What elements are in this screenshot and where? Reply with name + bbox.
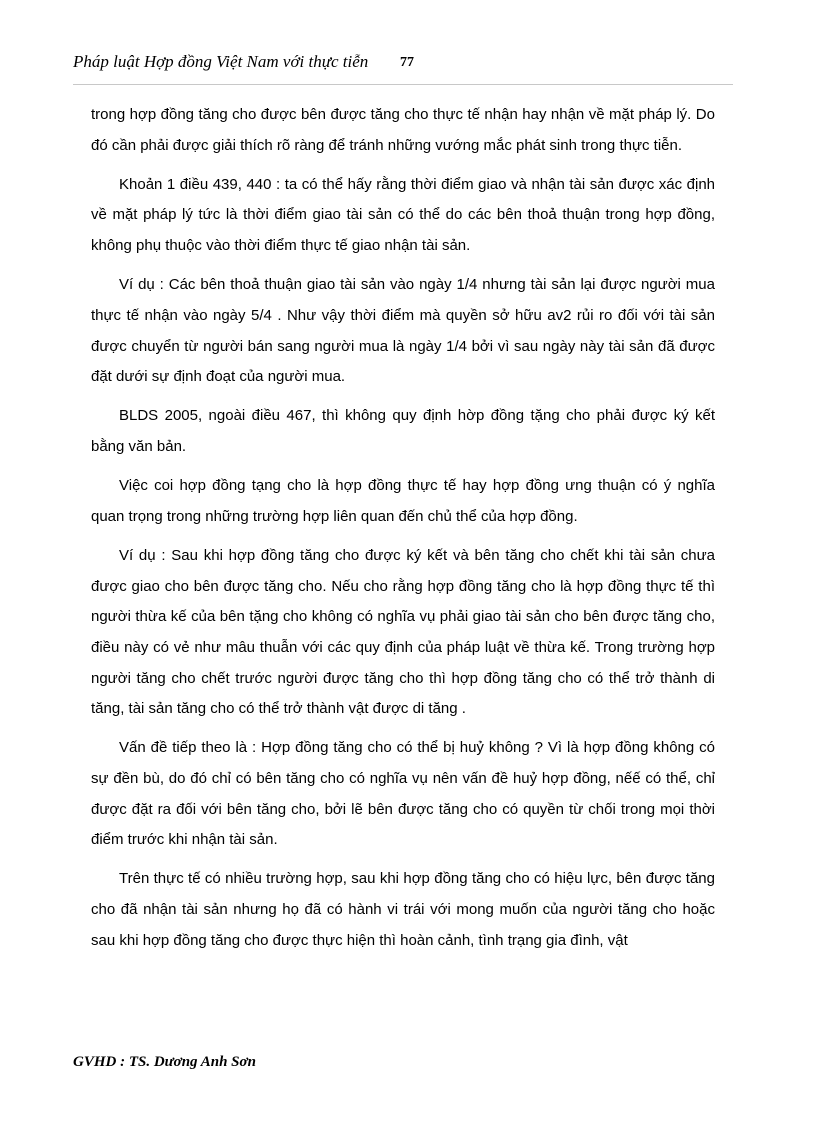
header-title: Pháp luật Hợp đồng Việt Nam với thực tiễn: [73, 52, 369, 71]
page-footer: GVHD : TS. Dương Anh Sơn: [73, 1054, 256, 1070]
paragraph-continuation: trong hợp đồng tăng cho được bên được tăng cho thực tế nhận hay nhận về mặt pháp lý. Do đó cần phải được giải thích rõ ràng để tránh những vướng mắc phát sinh trong thực tiễn.: [91, 106, 715, 154]
page-header: [73, 50, 733, 80]
paragraph: Ví dụ : Các bên thoả thuận giao tài sản vào ngày 1/4 nhưng tài sản lại được người mua thực tế nhận vào ngày 5/4 . Như vậy thời điểm mà quyền sở hữu av2 rủi ro đối với tài sản được chuyển từ người bán sang người mua là ngày 1/4 bởi vì sau ngày này tài sản đã được đặt dưới sự định đoạt của người mua.: [91, 276, 715, 386]
document-body: [91, 100, 715, 965]
paragraph: Vấn đề tiếp theo là : Hợp đồng tăng cho có thể bị huỷ không ? Vì là hợp đồng không có sự đền bù, do đó chỉ có bên tăng cho có nghĩa vụ nên vấn đề huỷ hợp đồng, nếế có thể, chỉ được đặt ra đối với bên tăng cho, bởi lẽ bên được tăng cho có quyền từ chối trong mọi thời điểm trước khi nhận tài sản.: [91, 739, 715, 849]
paragraph: BLDS 2005, ngoài điều 467, thì không quy định hờp đồng tặng cho phải được ký kết bằng văn bản.: [91, 407, 715, 455]
paragraph: Khoản 1 điều 439, 440 : ta có thể hấy rằng thời điểm giao và nhận tài sản được xác định về mặt pháp lý tức là thời điểm giao tài sản có thể do các bên thoả thuận trong hợp đồng, không phụ thuộc vào thời điểm thực tế giao nhận tài sản.: [91, 175, 715, 255]
header-divider: [73, 84, 733, 85]
paragraph: Ví dụ : Sau khi hợp đồng tăng cho được ký kết và bên tăng cho chết khi tài sản chưa được giao cho bên được tăng cho. Nếu cho rằng hợp đồng tăng cho là hợp đồng thực tế thì người thừa kế của bên tặng cho không có nghĩa vụ phải giao tài sản cho bên được tăng cho, điều này có vẻ như mâu thuẫn với các quy định của pháp luật về thừa kế. Trong trường hợp người tăng cho chết trước người được tăng cho thì hợp đồng tăng cho có thể trở thành di tăng, tài sản tăng cho có thể trở thành vật được di tăng .: [91, 547, 715, 718]
paragraph: Việc coi hợp đồng tạng cho là hợp đồng thực tế hay hợp đồng ưng thuận có ý nghĩa quan trọng trong những trường hợp liên quan đến chủ thể của hợp đồng.: [91, 477, 715, 525]
paragraph: Trên thực tế có nhiều trường hợp, sau khi hợp đồng tăng cho có hiệu lực, bên được tăng cho đã nhận tài sản nhưng họ đã có hành vi trái với mong muốn của người tăng cho hoặc sau khi hợp đồng tăng cho được thực hiện thì hoàn cảnh, tình trạng gia đình, vật: [91, 870, 715, 949]
page-number: 77: [400, 55, 414, 70]
